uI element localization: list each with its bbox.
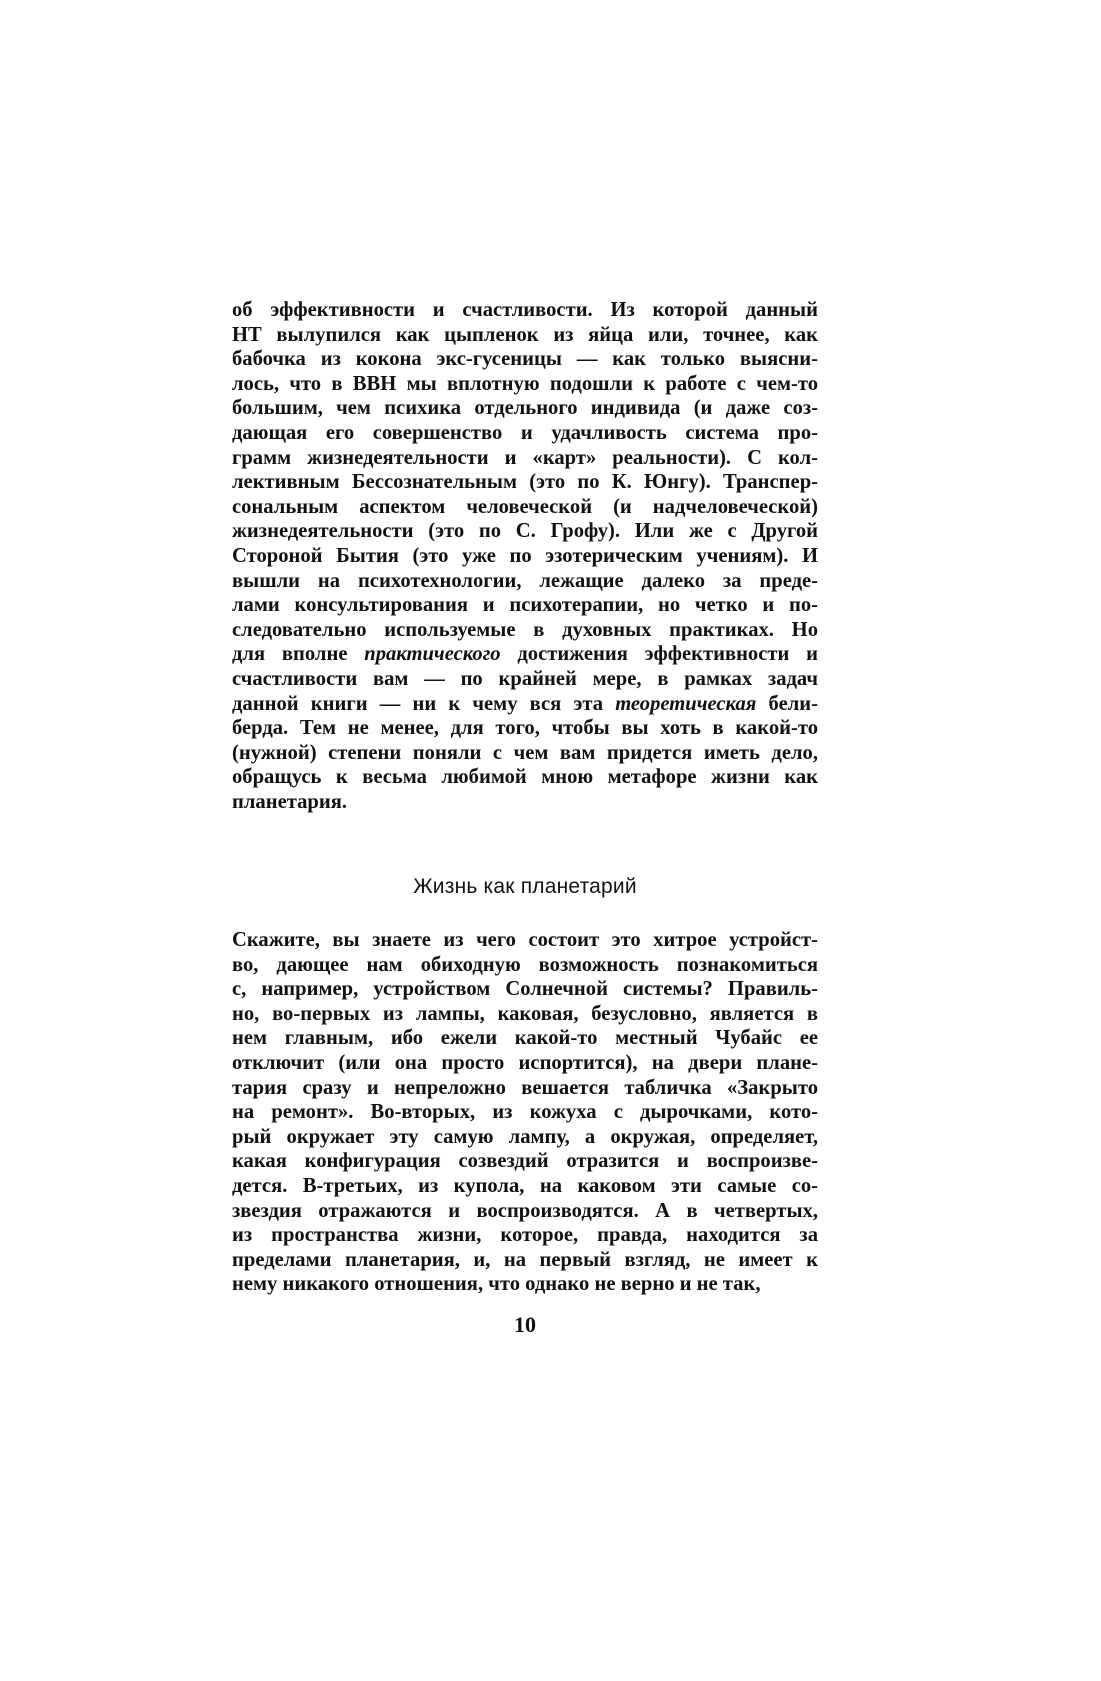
line-text: счастливости вам — по крайней мере, в рамках задач	[232, 667, 818, 690]
line-text: пределами планетария, и, на первый взгляд, не имеет к	[232, 1248, 818, 1271]
paragraph-2-line	[232, 953, 818, 978]
line-text: дется. В-третьих, из купола, на каковом эти самые со-	[232, 1174, 818, 1197]
section-heading: Жизнь как планетарий	[413, 875, 637, 898]
line-text: Стороной Бытия (это уже по эзотерическим учениям). И	[232, 544, 818, 567]
line-text: дающая его совершенство и удачливость система про-	[232, 421, 818, 444]
line-text: обращусь к весьма любимой мною метафоре жизни как	[232, 766, 818, 789]
paragraph-1-line	[232, 519, 818, 544]
body-text-top	[232, 298, 818, 814]
line-text: жизнедеятельности (это по С. Грофу). Или же с Другой	[232, 520, 818, 543]
paragraph-1-line	[232, 667, 818, 692]
paragraph-1-line	[232, 593, 818, 618]
line-text: Скажите, вы знаете из чего состоит это хитрое устройст-	[232, 929, 818, 951]
line-text: из пространства жизни, которое, правда, находится за	[232, 1224, 818, 1247]
line-text: во, дающее нам обиходную возможность познакомиться	[232, 953, 818, 976]
paragraph-1-line	[232, 569, 818, 594]
line-text: но, во-первых из лампы, каковая, безусловно, является в	[232, 1002, 818, 1025]
paragraph-1-line	[232, 642, 818, 667]
line-text: для вполне	[232, 643, 365, 666]
paragraph-2-line	[232, 1248, 818, 1273]
line-text: лось, что в ВВН мы вплотную подошли к работе с чем-то	[232, 372, 818, 395]
paragraph-2	[232, 928, 818, 1297]
line-text: рый окружает эту самую лампу, а окружая, определяет,	[232, 1125, 818, 1148]
line-text: лами консультирования и психотерапии, но четко и по-	[232, 594, 818, 617]
emphasis-text: практического	[364, 643, 501, 666]
body-text-bottom	[232, 928, 818, 1297]
line-text: данной книги — ни к чему вся эта	[232, 692, 616, 715]
emphasis-text: теоретическая	[615, 692, 757, 715]
line-text: на ремонт». Во-вторых, из кожуха с дырочками, кото-	[232, 1101, 818, 1124]
line-text: НТ вылупился как цыпленок из яйца или, точнее, как	[232, 323, 818, 346]
line-text: грамм жизнедеятельности и «карт» реальности). С кол-	[232, 446, 818, 469]
line-text: бабочка из кокона экс-гусеницы — как только выясни-	[232, 348, 818, 371]
line-text: берда. Тем не менее, для того, чтобы вы хоть в какой-то	[232, 717, 818, 740]
paragraph-2-line	[232, 1199, 818, 1224]
line-text: тария сразу и непреложно вешается табличка «Закрыто	[232, 1076, 818, 1099]
line-text: лективным Бессознательным (это по К. Юнгу). Транспер-	[232, 471, 818, 494]
paragraph-2-line	[232, 1272, 818, 1297]
paragraph-1	[232, 298, 818, 814]
line-text: с, например, устройством Солнечной системы? Правиль-	[232, 978, 818, 1001]
paragraph-2-line	[232, 1223, 818, 1248]
paragraph-1-line	[232, 372, 818, 397]
paragraph-1-line	[232, 446, 818, 471]
line-text: звездия отражаются и воспроизводятся. А в четвертых,	[232, 1199, 818, 1222]
line-text: какая конфигурация созвездий отразится и воспроизве-	[232, 1150, 818, 1173]
line-text: отключит (или она просто испортится), на двери плане-	[232, 1051, 818, 1074]
paragraph-1-line	[232, 421, 818, 446]
paragraph-1-line	[232, 347, 818, 372]
paragraph-1-line	[232, 495, 818, 520]
paragraph-1-line	[232, 618, 818, 643]
paragraph-2-line	[232, 1149, 818, 1174]
paragraph-1-line	[232, 692, 818, 717]
line-text: сональным аспектом человеческой (и надчеловеческой)	[232, 495, 818, 518]
line-text: следовательно используемые в духовных практиках. Но	[232, 618, 818, 641]
paragraph-1-line	[232, 790, 818, 815]
line-text: нем главным, ибо ежели какой-то местный Чубайс ее	[232, 1027, 818, 1050]
paragraph-2-line	[232, 1051, 818, 1076]
paragraph-2-line	[232, 1174, 818, 1199]
paragraph-2-line	[232, 928, 818, 953]
paragraph-2-line	[232, 1026, 818, 1051]
paragraph-1-line	[232, 765, 818, 790]
paragraph-1-line	[232, 470, 818, 495]
paragraph-1-line	[232, 741, 818, 766]
paragraph-2-line	[232, 977, 818, 1002]
paragraph-1-line	[232, 544, 818, 569]
paragraph-2-line	[232, 1002, 818, 1027]
paragraph-1-line	[232, 323, 818, 348]
line-text: планетария.	[232, 790, 347, 813]
page-number: 10	[514, 1312, 536, 1337]
line-text: нему никакого отношения, что однако не верно и не так,	[232, 1273, 761, 1296]
line-text: достижения эффективности и	[500, 643, 818, 666]
paragraph-2-line	[232, 1125, 818, 1150]
line-text: вышли на психотехнологии, лежащие далеко за преде-	[232, 569, 818, 592]
line-text: об эффективности и счастливости. Из которой данный	[232, 299, 818, 321]
paragraph-1-line	[232, 716, 818, 741]
paragraph-2-line	[232, 1100, 818, 1125]
paragraph-1-line	[232, 298, 818, 323]
paragraph-2-line	[232, 1076, 818, 1101]
line-text: большим, чем психика отдельного индивида (и даже соз-	[232, 397, 818, 420]
line-text: бели-	[756, 692, 818, 715]
paragraph-1-line	[232, 396, 818, 421]
line-text: (нужной) степени поняли с чем вам придется иметь дело,	[232, 741, 818, 764]
